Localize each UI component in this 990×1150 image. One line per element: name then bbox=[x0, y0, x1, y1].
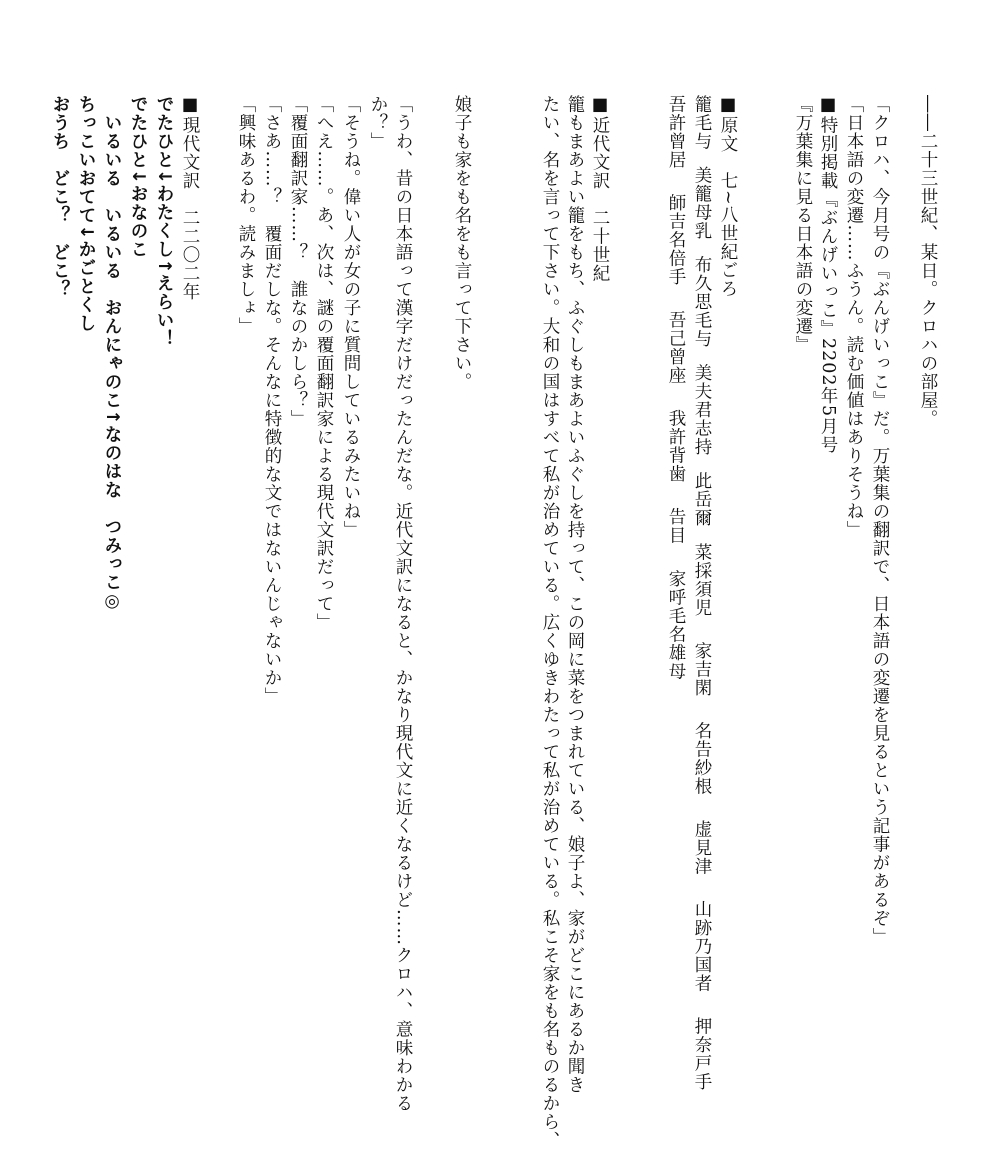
dialogue-line: 「クロハ、今月号の『ぶんげいっこ』だ。万葉集の翻訳で、日本語の変遷を見るという記事があるぞ」 bbox=[870, 95, 890, 946]
feature-title: 『万葉集に見る日本語の変遷』 bbox=[793, 95, 813, 354]
poem-phrase: 菜採須児 bbox=[692, 542, 712, 617]
dialogue-line: 「へえ……。あ、次は、謎の覆面翻訳家による現代文訳だって」 bbox=[314, 95, 334, 632]
dialogue-line: 「覆面翻訳家……？ 誰なのかしら？」 bbox=[288, 95, 308, 428]
dialogue-line: 「日本語の変遷……ふうん。読む価値はありそうね」 bbox=[844, 95, 864, 539]
poem-phrase: 吾己曾座 bbox=[666, 310, 686, 385]
dialogue-line: 「さあ……？ 覆面だしな。そんなに特徴的な文ではないんじゃないか」 bbox=[262, 95, 282, 706]
poem-phrase: 名告紗根 bbox=[692, 721, 712, 796]
poem-phrase: 美夫君志持 bbox=[692, 363, 712, 457]
modern-translation-line: でたひと↓わたくし↑えらい！ bbox=[154, 95, 174, 349]
modern-classic-line: たい、名を言って下さい。大和の国はすべて私が治めている。広くゆきわたって私が治めている。私こそ家をも名ものるから、 bbox=[540, 95, 560, 1150]
scene-line: ――二十三世紀、某日。クロハの部屋。 bbox=[918, 95, 938, 428]
poem-phrase: 家呼毛名雄母 bbox=[666, 569, 686, 681]
poem-phrase: 美籠母乳 bbox=[692, 166, 712, 241]
modern-translation-heading: ■現代文訳 二二〇二年 bbox=[180, 95, 200, 301]
modern-translation-line: でたひと↓おなのこ bbox=[128, 95, 148, 259]
modern-translation-line: おうち どこ？ どこ？ bbox=[50, 95, 70, 299]
feature-heading: ■特別掲載『ぶんげいっこ』2202年5月号 bbox=[818, 95, 838, 455]
original-poem-line-2 bbox=[667, 95, 685, 680]
modern-translation-line: いるいる いるいる おんにゃのこ↑なのはな つみっこ◎ bbox=[102, 95, 122, 613]
modern-classic-line: 籠もまあよい籠をもち、ふぐしもまあよいふぐしを持って、この岡に菜をつまれている、娘子よ、家がどこにあるか聞き bbox=[565, 95, 585, 1094]
poem-phrase: 吾許曾居 bbox=[666, 95, 686, 169]
poem-phrase: 籠毛与 bbox=[692, 95, 712, 151]
poem-phrase: 布久思毛与 bbox=[692, 255, 712, 349]
modern-translation-line: ちっこいおてて↓かごとくし bbox=[76, 95, 96, 333]
poem-phrase: 我許背歯 bbox=[666, 409, 686, 484]
poem-phrase: 此岳爾 bbox=[692, 471, 712, 528]
poem-phrase: 家吉閑 bbox=[692, 641, 712, 697]
poem-phrase: 押奈戸手 bbox=[692, 1017, 712, 1092]
poem-phrase: 山跡乃国者 bbox=[692, 900, 712, 993]
original-poem-line-1 bbox=[693, 95, 711, 1091]
dialogue-line: か？」 bbox=[368, 95, 388, 151]
modern-classic-line: 娘子も家をも名をも言って下さい。 bbox=[452, 95, 472, 391]
dialogue-line: 「そうね。偉い人が女の子に質問しているみたいね」 bbox=[341, 95, 361, 539]
dialogue-line: 「興味あるわ。読みましょ」 bbox=[236, 95, 256, 336]
original-heading: ■原文 七~八世紀ごろ bbox=[718, 95, 738, 299]
poem-phrase: 告目 bbox=[666, 507, 686, 545]
modern-classic-heading: ■近代文訳 二十世紀 bbox=[590, 95, 610, 283]
poem-phrase: 虚見津 bbox=[692, 820, 712, 876]
poem-phrase: 師吉名倍手 bbox=[666, 193, 686, 287]
dialogue-line: 「うわ、昔の日本語って漢字だけだったんだな。近代文訳になると、かなり現代文に近くなるけど……クロハ、意味わかる bbox=[393, 95, 413, 1113]
